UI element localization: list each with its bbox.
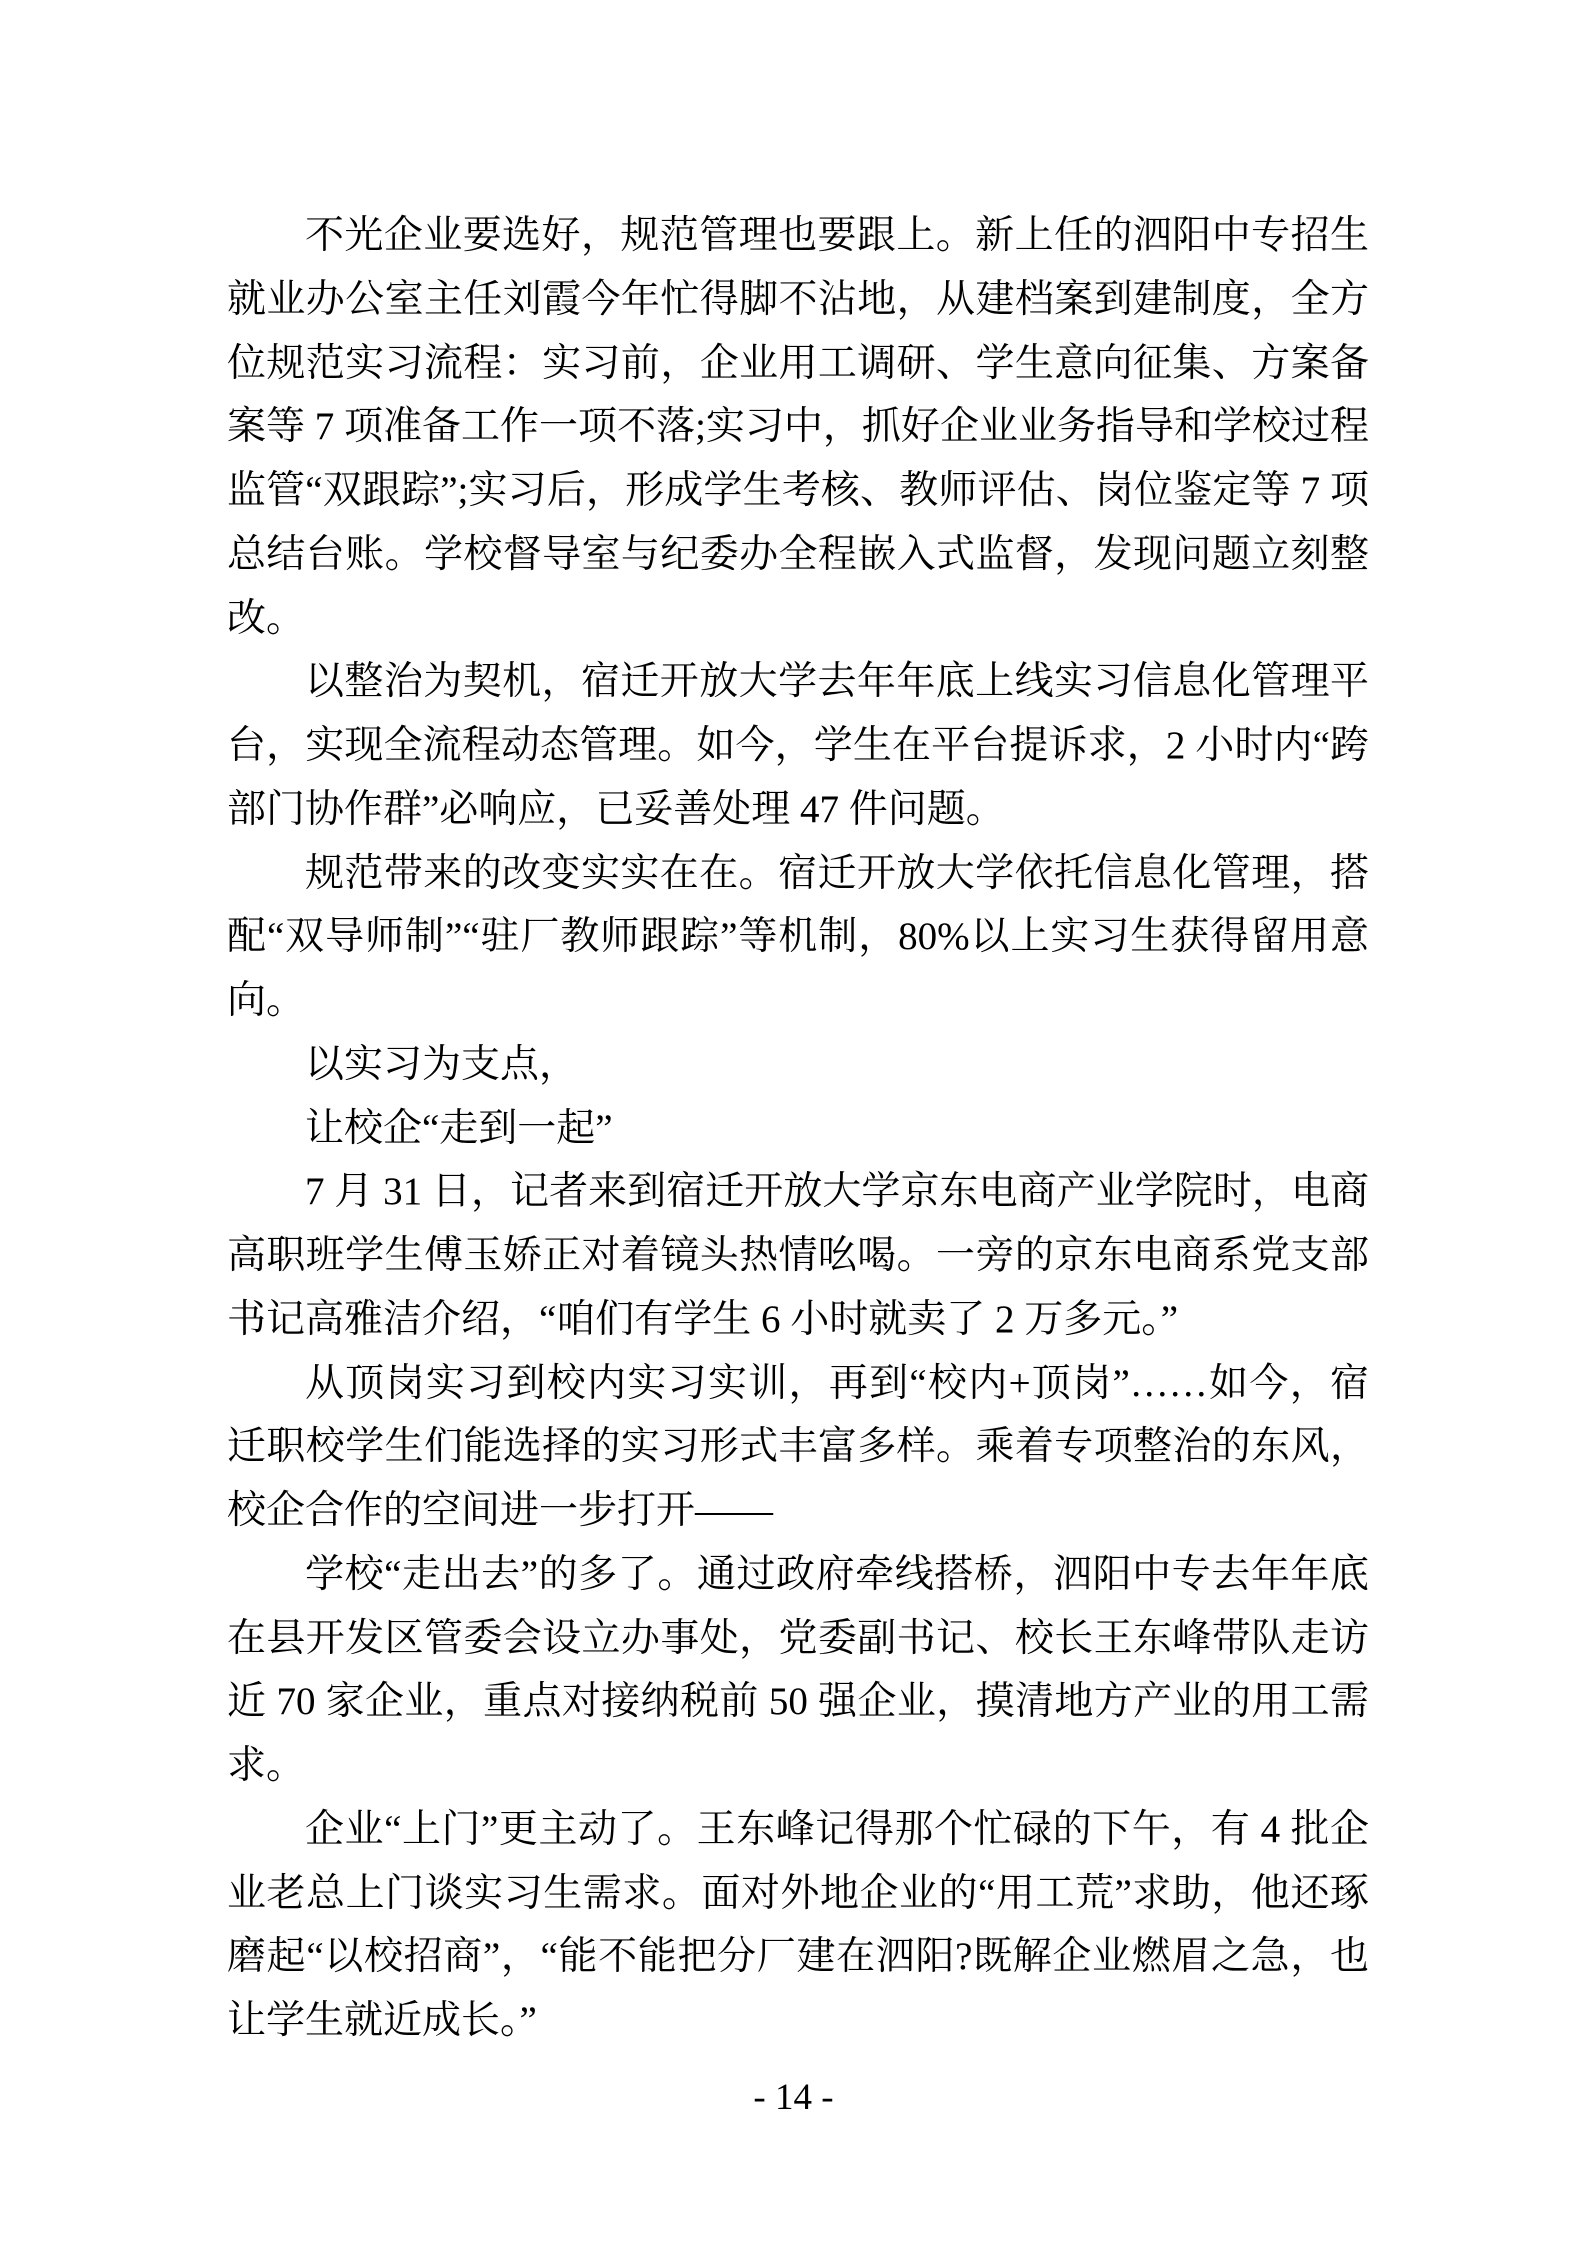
- page-number: - 14 -: [753, 2077, 834, 2118]
- paragraph: 规范带来的改变实实在在。宿迁开放大学依托信息化管理，搭配“双导师制”“驻厂教师跟踪”等机制，80%以上实习生获得留用意向。: [227, 851, 1369, 1022]
- paragraph: 企业“上门”更主动了。王东峰记得那个忙碌的下午，有 4 批企业老总上门谈实习生需求。面对外地企业的“用工荒”求助，他还琢磨起“以校招商”，“能不能把分厂建在泗阳?既解企业燃眉之急，也让学生就近成长。”: [227, 1807, 1369, 2042]
- paragraph: 让校企“走到一起”: [305, 1106, 613, 1150]
- paragraph: 7 月 31 日，记者来到宿迁开放大学京东电商产业学院时，电商高职班学生傅玉娇正对着镜头热情吆喝。一旁的京东电商系党支部书记高雅洁介绍，“咱们有学生 6 小时就卖了 2 万多元。”: [227, 1170, 1369, 1341]
- document-body: [227, 204, 1369, 2053]
- paragraph: 从顶岗实习到校内实习实训，再到“校内+顶岗”……如今，宿迁职校学生们能选择的实习形式丰富多样。乘着专项整治的东风，校企合作的空间进一步打开——: [227, 1361, 1369, 1532]
- paragraph: 以实习为支点，: [305, 1042, 579, 1086]
- paragraph: 学校“走出去”的多了。通过政府牵线搭桥，泗阳中专去年年底在县开发区管委会设立办事处，党委副书记、校长王东峰带队走访近 70 家企业，重点对接纳税前 50 强企业，摸清地方产业的用工需求。: [227, 1552, 1369, 1787]
- paragraph: 以整治为契机，宿迁开放大学去年年底上线实习信息化管理平台，实现全流程动态管理。如今，学生在平台提诉求，2 小时内“跨部门协作群”必响应，已妥善处理 47 件问题。: [227, 660, 1369, 831]
- paragraph: 不光企业要选好，规范管理也要跟上。新上任的泗阳中专招生就业办公室主任刘霞今年忙得脚不沾地，从建档案到建制度，全方位规范实习流程：实习前，企业用工调研、学生意向征集、方案备案等 7 项准备工作一项不落;实习中，抓好企业业务指导和学校过程监管“双跟踪”;实习后，形成学生考核、教师评估、岗位鉴定等 7 项总结台账。学校督导室与纪委办全程嵌入式监督，发现问题立刻整改。: [227, 214, 1369, 640]
